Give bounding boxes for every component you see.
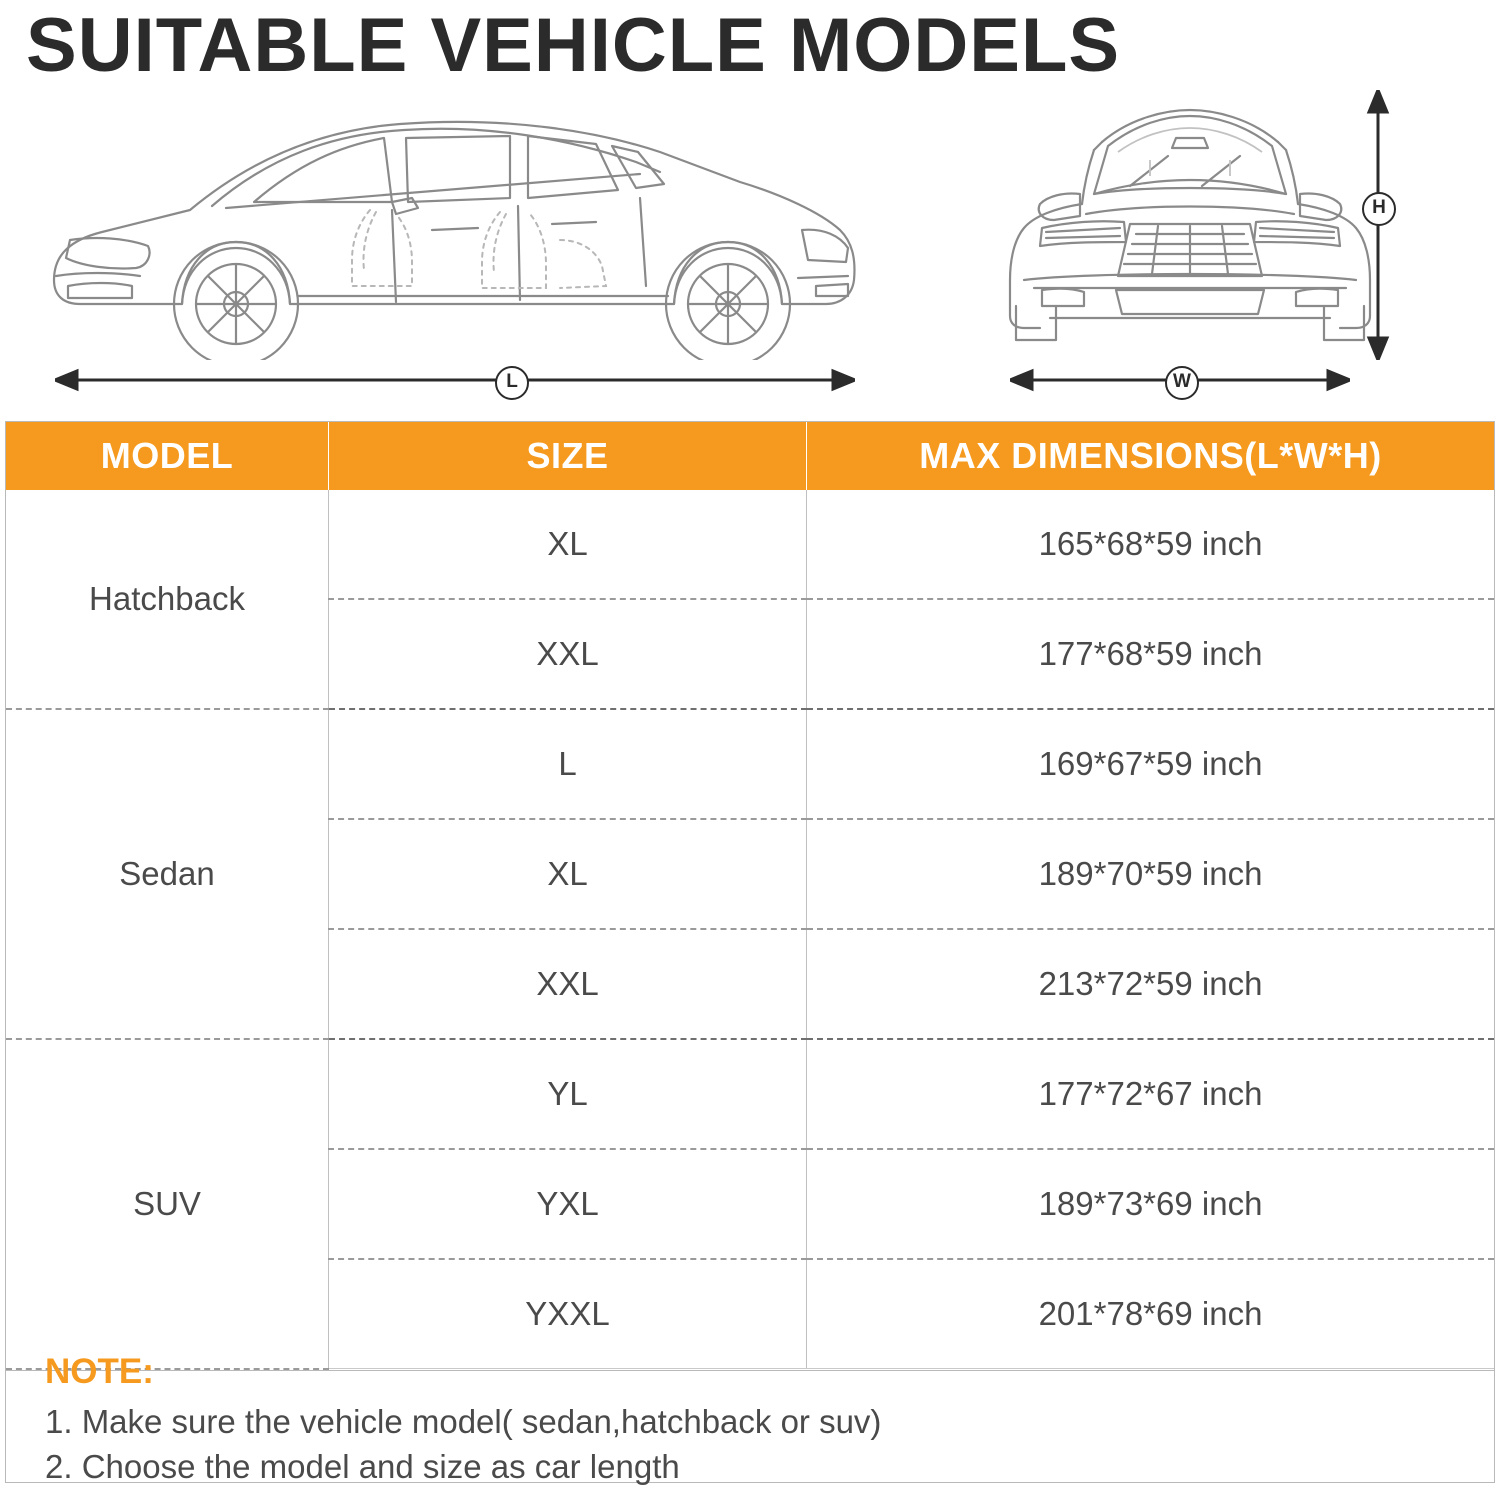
column-header-model: MODEL xyxy=(6,422,329,490)
cell-dimensions: 177*72*67 inch xyxy=(807,1039,1495,1149)
sedan-side-view-icon xyxy=(40,90,860,360)
vehicle-illustration-area xyxy=(0,90,1500,400)
length-dimension-arrow xyxy=(55,358,855,398)
width-dimension-label: W xyxy=(1165,366,1199,400)
note-line-2: 2. Choose the model and size as car length xyxy=(45,1447,680,1485)
length-dimension-label: L xyxy=(495,366,529,400)
cell-dimensions: 165*68*59 inch xyxy=(807,490,1495,599)
table-header-row xyxy=(6,422,1494,490)
cell-dimensions: 189*70*59 inch xyxy=(807,819,1495,929)
cell-size: YL xyxy=(329,1039,807,1149)
vehicle-size-table xyxy=(6,422,1494,1370)
cell-size: L xyxy=(329,709,807,819)
cell-dimensions: 177*68*59 inch xyxy=(807,599,1495,709)
cell-dimensions: 189*73*69 inch xyxy=(807,1149,1495,1259)
cell-dimensions: 201*78*69 inch xyxy=(807,1259,1495,1369)
cell-size: YXXL xyxy=(329,1259,807,1369)
cell-size: XXL xyxy=(329,599,807,709)
note-section xyxy=(5,1340,1495,1489)
cell-model: SUV xyxy=(6,1039,329,1369)
sedan-front-view-icon xyxy=(990,90,1390,360)
cell-dimensions: 213*72*59 inch xyxy=(807,929,1495,1039)
cell-size: XL xyxy=(329,490,807,599)
column-header-size: SIZE xyxy=(329,422,807,490)
cell-size: YXL xyxy=(329,1149,807,1259)
table-row xyxy=(6,1039,1494,1149)
column-header-dimensions: MAX DIMENSIONS(L*W*H) xyxy=(807,422,1495,490)
cell-model: Sedan xyxy=(6,709,329,1039)
cell-size: XXL xyxy=(329,929,807,1039)
cell-size: XL xyxy=(329,819,807,929)
cell-dimensions: 169*67*59 inch xyxy=(807,709,1495,819)
spec-table-container xyxy=(5,421,1495,1371)
page-title: SUITABLE VEHICLE MODELS xyxy=(26,3,1121,88)
table-row xyxy=(6,490,1494,599)
note-line-1: 1. Make sure the vehicle model( sedan,hatchback or suv) xyxy=(45,1403,882,1440)
cell-model: Hatchback xyxy=(6,490,329,709)
table-body xyxy=(6,490,1494,1369)
table-row xyxy=(6,709,1494,819)
note-title: NOTE: xyxy=(45,1352,154,1391)
height-dimension-label: H xyxy=(1362,192,1396,226)
